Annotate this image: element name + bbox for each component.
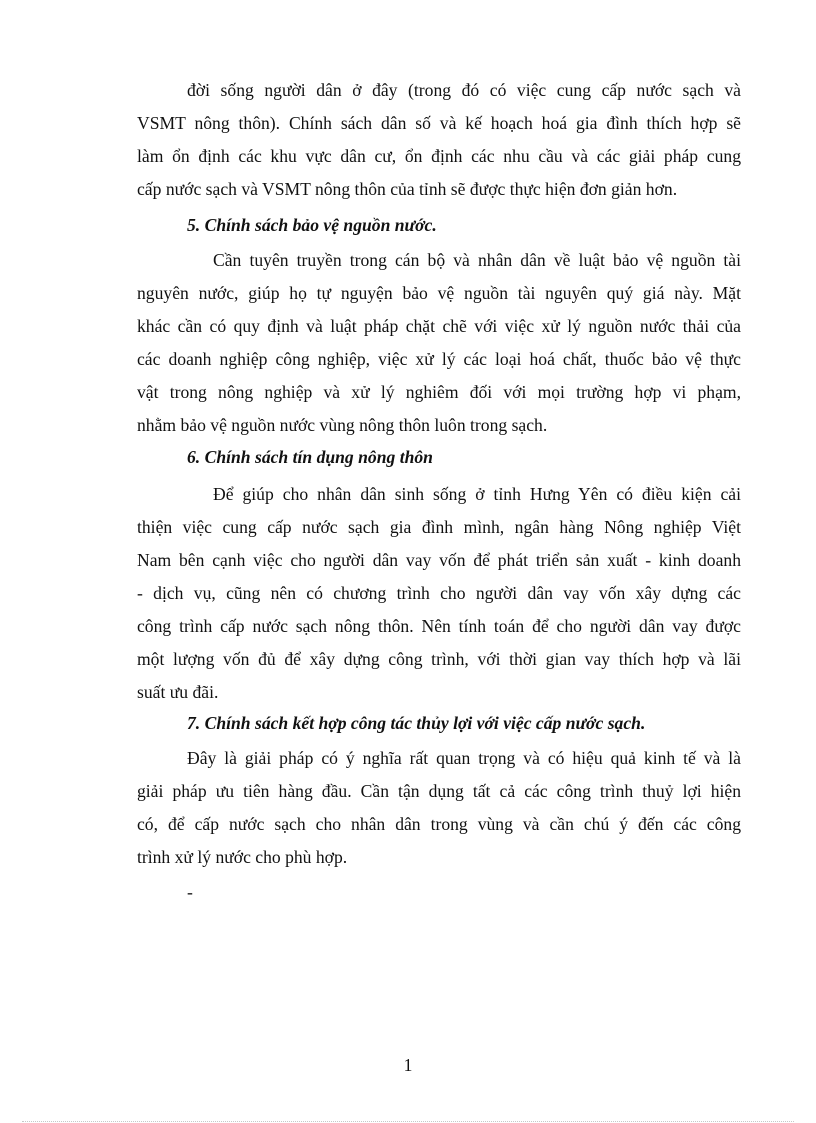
paragraph-water-protection xyxy=(137,244,741,442)
page-bottom-divider xyxy=(22,1121,794,1122)
text-line: nhằm bảo vệ nguồn nước vùng nông thôn luôn trong sạch. xyxy=(137,415,548,435)
text-line: Để giúp cho nhân dân sinh sống ở tỉnh Hưng Yên có điều kiện cải xyxy=(213,484,741,504)
text-line: khác cần có quy định và luật pháp chặt chẽ với việc xử lý nguồn nước thải của xyxy=(137,316,741,336)
heading-water-protection: 5. Chính sách bảo vệ nguồn nước. xyxy=(187,215,437,235)
text-line: vật trong nông nghiệp và xử lý nghiêm đối với mọi trường hợp vi phạm, xyxy=(137,382,741,402)
text-line: Cần tuyên truyền trong cán bộ và nhân dân về luật bảo vệ nguồn tài xyxy=(213,250,741,270)
paragraph-rural-credit xyxy=(137,478,741,709)
text-line: có, để cấp nước sạch cho nhân dân trong vùng và cần chú ý đến các công xyxy=(137,814,741,834)
text-line: - dịch vụ, cũng nên có chương trình cho người dân vay vốn xây dựng các xyxy=(137,583,741,603)
text-line: suất ưu đãi. xyxy=(137,682,219,702)
text-line: làm ổn định các khu vực dân cư, ổn định các nhu cầu và các giải pháp cung xyxy=(137,146,741,166)
text-line: nguyên nước, giúp họ tự nguyện bảo vệ nguồn tài nguyên quý giá này. Mặt xyxy=(137,283,741,303)
text-line: đời sống người dân ở đây (trong đó có việc cung cấp nước sạch và xyxy=(187,80,741,100)
text-line: trình xử lý nước cho phù hợp. xyxy=(137,847,348,867)
text-line: công trình cấp nước sạch nông thôn. Nên tính toán để cho người dân vay được xyxy=(137,616,741,636)
heading-rural-credit: 6. Chính sách tín dụng nông thôn xyxy=(187,447,433,467)
heading-irrigation: 7. Chính sách kết hợp công tác thủy lợi với việc cấp nước sạch. xyxy=(187,713,646,733)
text-line: cấp nước sạch và VSMT nông thôn của tỉnh sẽ được thực hiện đơn giản hơn. xyxy=(137,179,678,199)
text-line: giải pháp ưu tiên hàng đầu. Cần tận dụng tất cả các công trình thuỷ lợi hiện xyxy=(137,781,741,801)
text-line: thiện việc cung cấp nước sạch gia đình mình, ngân hàng Nông nghiệp Việt xyxy=(137,517,741,537)
page-number: 1 xyxy=(403,1055,413,1075)
text-line: Đây là giải pháp có ý nghĩa rất quan trọng và có hiệu quả kinh tế và là xyxy=(187,748,741,768)
text-line: VSMT nông thôn). Chính sách dân số và kế hoạch hoá gia đình thích hợp sẽ xyxy=(137,113,741,133)
text-line: Nam bên cạnh việc cho người dân vay vốn để phát triển sản xuất - kinh doanh xyxy=(137,550,741,570)
paragraph-irrigation xyxy=(137,742,741,874)
list-dash: - xyxy=(187,882,193,902)
paragraph-population-policy xyxy=(137,74,741,206)
text-line: các doanh nghiệp công nghiệp, việc xử lý các loại hoá chất, thuốc bảo vệ thực xyxy=(137,349,741,369)
text-line: một lượng vốn đủ để xây dựng công trình, với thời gian vay thích hợp và lãi xyxy=(137,649,741,669)
